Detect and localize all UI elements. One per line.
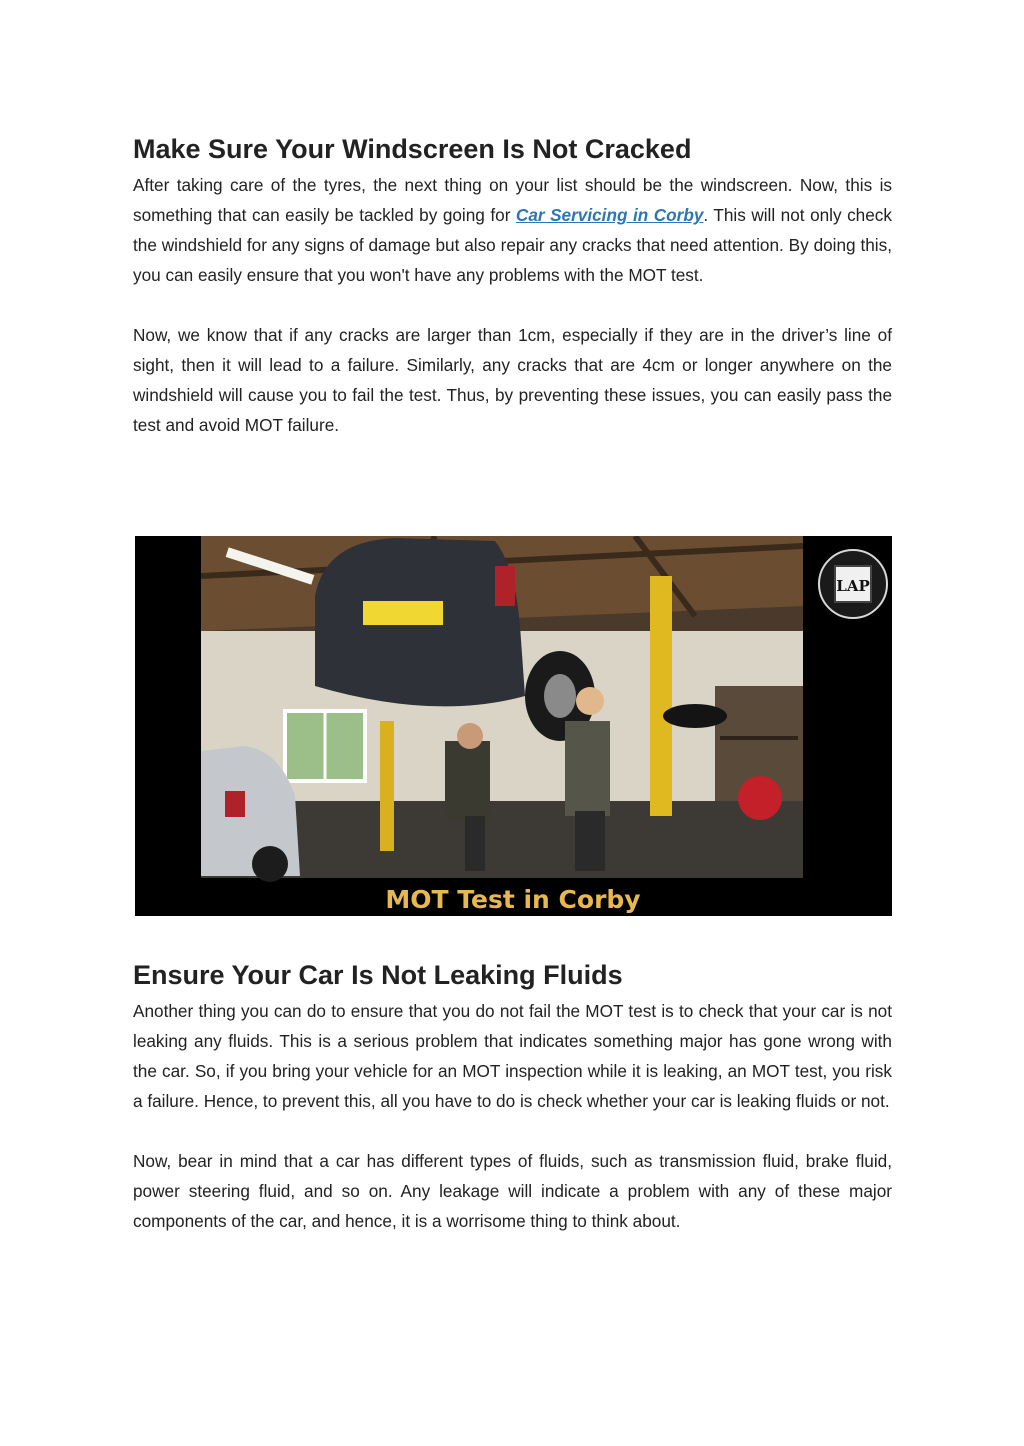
section-heading-windscreen: Make Sure Your Windscreen Is Not Cracked (133, 134, 692, 164)
paragraph-windscreen-2: Now, we know that if any cracks are larger than 1cm, especially if they are in the driver’s line of sight, then it will lead to a failure. Similarly, any cracks that are 4cm or longer anywhere on the windshield will cause you to fail the test. Thus, by preventing these issues, you can easily pass the test and avoid MOT failure. (133, 325, 892, 435)
paragraph-windscreen-1 (133, 170, 892, 290)
image-caption: MOT Test in Corby (385, 885, 641, 914)
car-servicing-link[interactable]: Car Servicing in Corby (515, 205, 704, 225)
logo-letters: LAP (836, 577, 870, 595)
paragraph-fluids-2: Now, bear in mind that a car has different types of fluids, such as transmission fluid, brake fluid, power steering fluid, and so on. Any leakage will indicate a problem with any of these major components of the car, and hence, it is a worrisome thing to think about. (133, 1151, 892, 1231)
section-fluids (133, 954, 892, 1236)
paragraph-text: After taking care of the tyres, the next thing on your list should be the windscreen. Now, this is something that can easily be tackled by going for (133, 175, 892, 225)
logo-badge (819, 550, 887, 618)
paragraph-fluids-1: Another thing you can do to ensure that you do not fail the MOT test is to check that your car is not leaking any fluids. This is a serious problem that indicates something major has gone wrong with the car. So, if you bring your vehicle for an MOT inspection while it is leaking, an MOT test, you risk a failure. Hence, to prevent this, all you have to do is check whether your car is leaking fluids or not. (133, 1001, 892, 1111)
garage-photo-illustration (135, 536, 892, 916)
section-heading-fluids: Ensure Your Car Is Not Leaking Fluids (133, 960, 623, 990)
section-windscreen (133, 128, 892, 440)
photo-scene (201, 536, 803, 882)
paragraph-text: . This will not only check the windshield for any signs of damage but also repair any cracks that need attention. By doing this, you can easily ensure that you won't have any problems with the MOT test. (133, 205, 892, 285)
garage-photo (135, 536, 892, 916)
